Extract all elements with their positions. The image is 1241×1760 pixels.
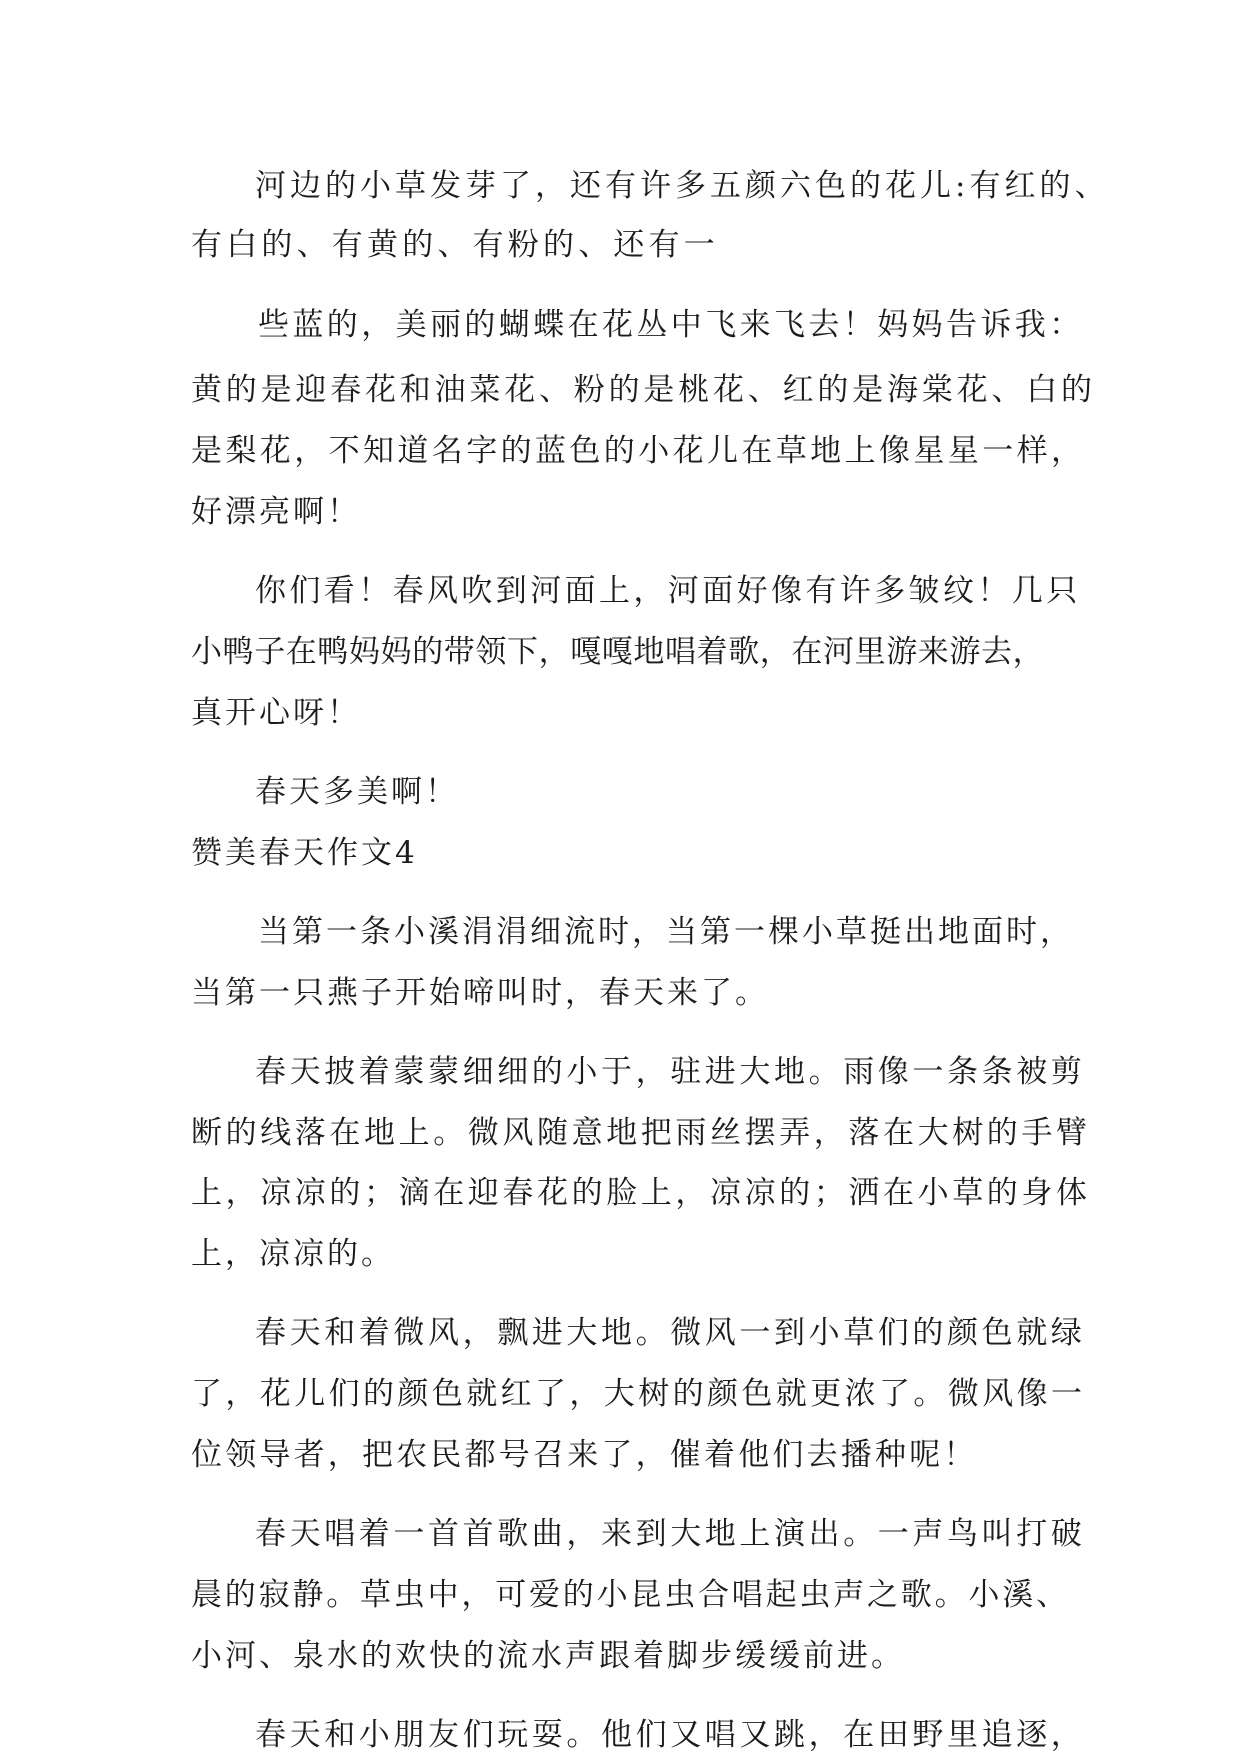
paragraph-line: 春天和小朋友们玩耍。他们又唱又跳，在田野里追逐， [255, 1717, 1086, 1753]
paragraph-line: 春天和着微风，飘进大地。微风一到小草们的颜色就绿 [255, 1315, 1086, 1351]
paragraph-line: 位领导者，把农民都号召来了，催着他们去播种呢！ [191, 1437, 978, 1473]
paragraph-line: 当第一只燕子开始啼叫时，春天来了。 [191, 975, 769, 1011]
paragraph-line: 上，凉凉的。 [191, 1236, 395, 1272]
paragraph-line: 上，凉凉的；滴在迎春花的脸上，凉凉的；洒在小草的身体 [191, 1175, 1091, 1211]
paragraph-line: 真开心呀！ [191, 695, 361, 731]
paragraph-line: 春天唱着一首首歌曲，来到大地上演出。一声鸟叫打破 [255, 1516, 1086, 1552]
paragraph-line: 河边的小草发芽了，还有许多五颜六色的花儿:有红的、 [255, 168, 1110, 204]
paragraph-line: 小鸭子在鸭妈妈的带领下，嘎嘎地唱着歌，在河里游来游去， [191, 634, 1045, 670]
paragraph-line: 春天多美啊！ [255, 774, 459, 810]
paragraph-line: 晨的寂静。草虫中，可爱的小昆虫合唱起虫声之歌。小溪、 [191, 1577, 1070, 1613]
paragraph-line: 断的线落在地上。微风随意地把雨丝摆弄，落在大树的手臂 [191, 1115, 1091, 1151]
paragraph-line: 黄的是迎春花和油菜花、粉的是桃花、红的是海棠花、白的 [191, 372, 1096, 408]
paragraph-line: 当第一条小溪涓涓细流时，当第一棵小草挺出地面时， [258, 914, 1074, 950]
paragraph-line: 有白的、有黄的、有粉的、还有一 [191, 227, 719, 263]
paragraph-line: 些蓝的，美丽的蝴蝶在花丛中飞来飞去！妈妈告诉我： [258, 307, 1084, 343]
paragraph-line: 了，花儿们的颜色就红了，大树的颜色就更浓了。微风像一 [191, 1376, 1086, 1412]
paragraph-line: 你们看！春风吹到河面上，河面好像有许多皱纹！几只 [255, 573, 1081, 609]
paragraph-line: 好漂亮啊！ [191, 494, 361, 530]
section-title: 赞美春天作文4 [191, 835, 418, 871]
paragraph-line: 是梨花，不知道名字的蓝色的小花儿在草地上像星星一样， [191, 433, 1086, 469]
paragraph-line: 春天披着蒙蒙细细的小于，驻进大地。雨像一条条被剪 [255, 1054, 1086, 1090]
paragraph-line: 小河、泉水的欢快的流水声跟着脚步缓缓前进。 [191, 1638, 905, 1674]
